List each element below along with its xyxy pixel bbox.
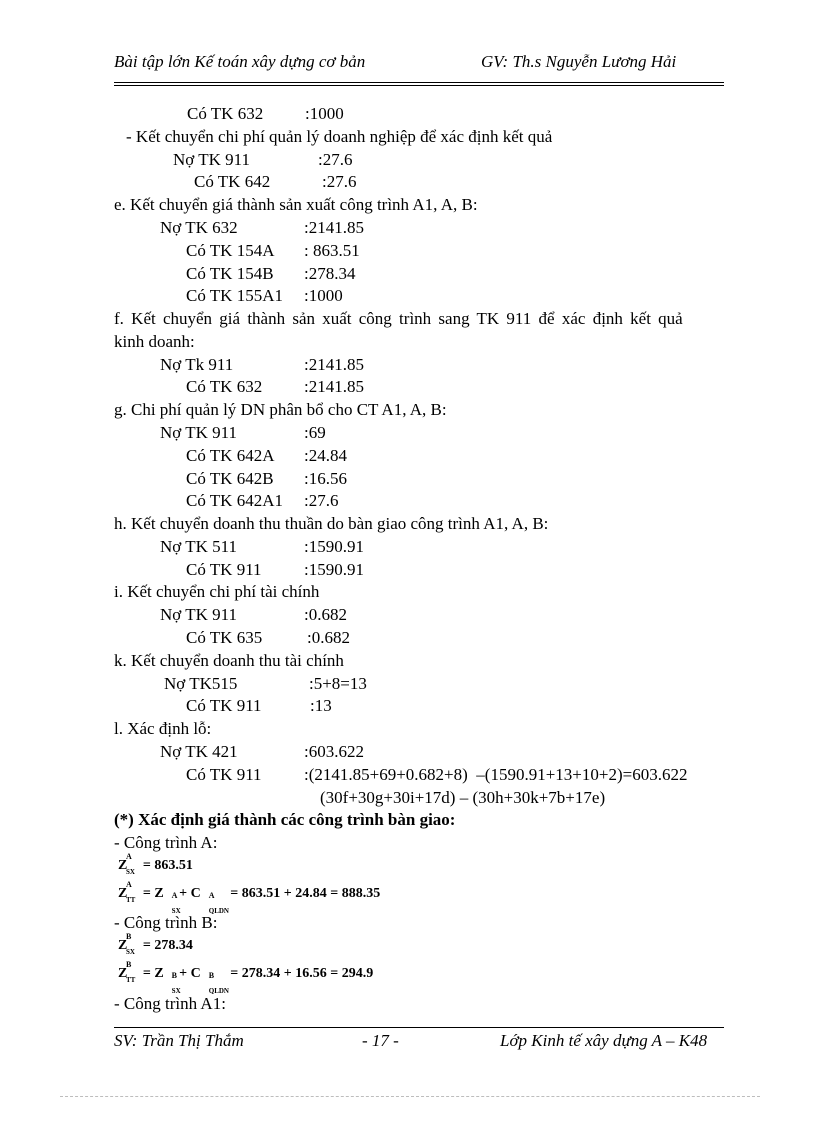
section-line: kinh doanh:	[114, 332, 195, 351]
entry-value: : 863.51	[304, 241, 360, 260]
z-letter: Z	[118, 966, 128, 981]
header-right: GV: Th.s Nguyễn Lương Hải	[481, 52, 677, 71]
entry-value: :1590.91	[304, 560, 364, 579]
formula-za-sx	[118, 852, 193, 876]
formula-value: = 278.34	[142, 938, 193, 953]
section-line: - Công trình A:	[114, 833, 218, 852]
footer-left: SV: Trần Thị Thắm	[114, 1031, 244, 1050]
formula-note: (30f+30g+30i+17d) – (30h+30k+7b+17e)	[320, 788, 606, 807]
entry-label: Nợ Tk 911	[160, 355, 234, 374]
z-letter: Z	[118, 938, 128, 953]
entry-value: :13	[310, 696, 332, 715]
entry-label: Có TK 154A	[186, 241, 275, 260]
section-line: - Công trình B:	[114, 913, 218, 932]
z-sub: TT	[126, 896, 136, 904]
formula-value: = 278.34 + 16.56 = 294.9	[230, 966, 374, 981]
entry-label: Nợ TK 911	[160, 605, 237, 624]
z-sup: A	[126, 852, 132, 861]
z-sub: SX	[126, 868, 135, 876]
z-sup: B	[126, 960, 132, 969]
entry-label: Có TK 642	[194, 172, 271, 191]
entry-value: :5+8=13	[309, 674, 367, 693]
entry-value: :1590.91	[304, 537, 364, 556]
section-line: h. Kết chuyển doanh thu thuần do bàn giao công trình A1, A, B:	[114, 514, 549, 533]
formula-zb-sx	[118, 932, 193, 956]
section-line: k. Kết chuyển doanh thu tài chính	[114, 651, 344, 670]
entry-label: Có TK 911	[186, 560, 262, 579]
z-sup: B	[126, 932, 132, 941]
entry-value: :2141.85	[304, 377, 364, 396]
entry-label: Có TK 642B	[186, 469, 274, 488]
entry-value: :278.34	[304, 264, 356, 283]
formula-part: = Z	[142, 966, 164, 981]
entry-label: Có TK 632	[187, 104, 264, 123]
entry-label: Có TK 911	[186, 765, 262, 784]
entry-value: :0.682	[307, 628, 350, 647]
entry-value: :603.622	[304, 742, 364, 761]
footer-right: Lớp Kinh tế xây dựng A – K48	[500, 1031, 708, 1050]
entry-label: Nợ TK 421	[160, 742, 238, 761]
entry-label: Nợ TK 911	[173, 150, 250, 169]
header-rule	[114, 82, 724, 86]
z-symbol	[118, 932, 135, 956]
formula-part: + C	[179, 966, 201, 981]
entry-label: Nợ TK 511	[160, 537, 237, 556]
entry-label: Có TK 642A1	[186, 491, 283, 510]
z-sub: SX	[171, 907, 181, 915]
page-edge-dashes	[60, 1096, 760, 1097]
entry-label: Có TK 632	[186, 377, 263, 396]
entry-value: :24.84	[304, 446, 347, 465]
entry-value: :27.6	[304, 491, 339, 510]
entry-label: Nợ TK 911	[160, 423, 237, 442]
section-line: i. Kết chuyển chi phí tài chính	[114, 582, 320, 601]
entry-label: Có TK 635	[186, 628, 263, 647]
entry-label: Có TK 642A	[186, 446, 275, 465]
z-sub: SX	[171, 987, 181, 995]
c-sup: B	[208, 971, 215, 980]
c-sup: A	[208, 891, 215, 900]
entry-value: :1000	[304, 286, 343, 305]
formula-part: + C	[179, 886, 201, 901]
entry-value: :(2141.85+69+0.682+8) –(1590.91+13+10+2)=603.622	[304, 765, 688, 784]
formula-value: = 863.51	[142, 858, 193, 873]
section-line: g. Chi phí quản lý DN phân bổ cho CT A1, A, B:	[114, 400, 447, 419]
z-sub: SX	[126, 948, 135, 956]
entry-value: :2141.85	[304, 355, 364, 374]
entry-label: Có TK 911	[186, 696, 262, 715]
section-heading: (*) Xác định giá thành các công trình bàn giao:	[114, 810, 456, 829]
formula-za-tt	[118, 880, 381, 915]
z-sup: A	[126, 880, 132, 889]
entry-value: :2141.85	[304, 218, 364, 237]
entry-value: :16.56	[304, 469, 347, 488]
section-line: e. Kết chuyển giá thành sản xuất công trình A1, A, B:	[114, 195, 478, 214]
formula-part: = Z	[142, 886, 164, 901]
c-sub: QLDN	[208, 907, 229, 915]
z-symbol	[118, 880, 136, 904]
section-line: l. Xác định lỗ:	[114, 719, 212, 738]
z-sup: A	[171, 891, 178, 900]
entry-value: :69	[304, 423, 326, 442]
z-symbol	[118, 852, 135, 876]
z-letter: Z	[118, 886, 128, 901]
entry-label: Nợ TK515	[164, 674, 238, 693]
footer-rule	[114, 1027, 724, 1028]
z-sup: B	[171, 971, 178, 980]
z-sub: TT	[126, 976, 136, 984]
footer-page-number: - 17 -	[362, 1031, 399, 1050]
section-line: f. Kết chuyển giá thành sản xuất công trình sang TK 911 để xác định kết quả	[114, 309, 683, 328]
formula-value: = 863.51 + 24.84 = 888.35	[230, 886, 381, 901]
entry-label: Có TK 155A1	[186, 286, 283, 305]
z-letter: Z	[118, 858, 128, 873]
formula-zb-tt	[118, 960, 374, 995]
section-line: - Công trình A1:	[114, 994, 226, 1013]
c-sub: QLDN	[208, 987, 229, 995]
z-symbol	[118, 960, 136, 984]
section-line: - Kết chuyển chi phí quản lý doanh nghiệp để xác định kết quả	[126, 127, 553, 146]
entry-value: :27.6	[318, 150, 353, 169]
header-left: Bài tập lớn Kế toán xây dựng cơ bản	[114, 52, 366, 71]
entry-label: Nợ TK 632	[160, 218, 238, 237]
entry-value: :27.6	[322, 172, 357, 191]
entry-label: Có TK 154B	[186, 264, 274, 283]
entry-value: :0.682	[304, 605, 347, 624]
entry-value: :1000	[305, 104, 344, 123]
